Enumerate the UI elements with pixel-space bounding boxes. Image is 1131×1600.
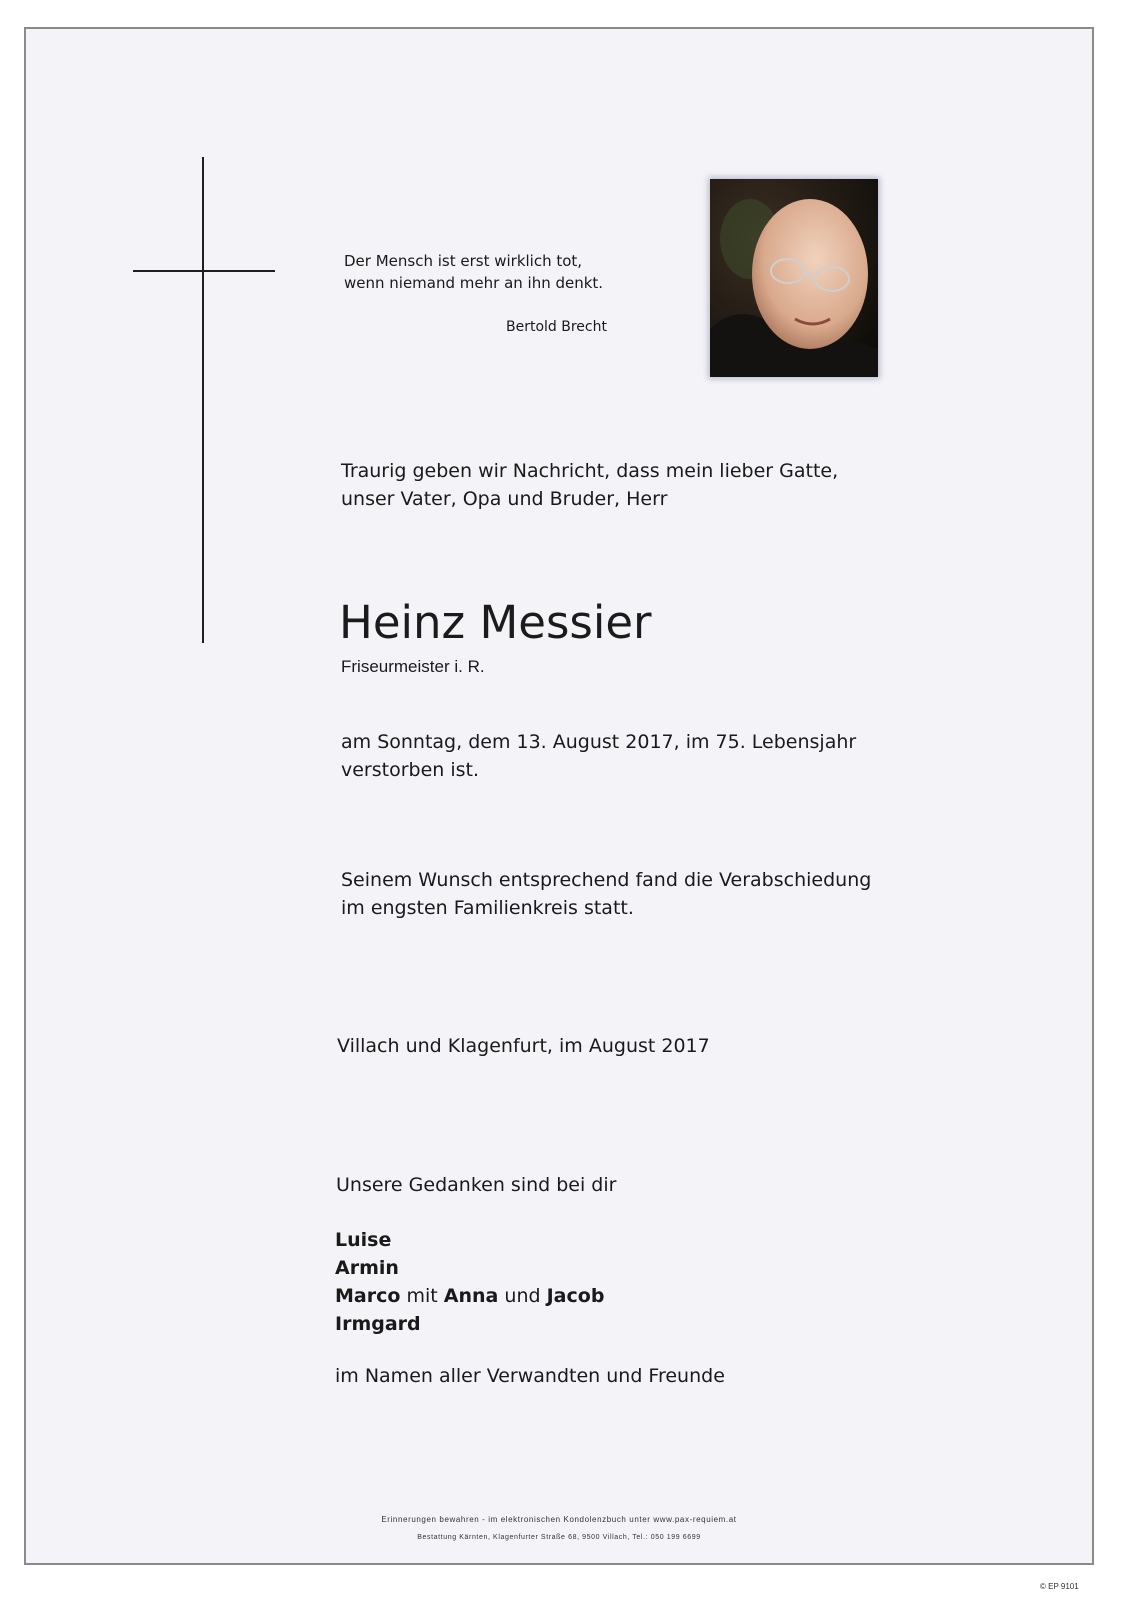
quote xyxy=(344,250,654,294)
footer-line-1: Erinnerungen bewahren - im elektronischen Kondolenzbuch unter www.pax-requiem.at xyxy=(381,1515,737,1524)
announcement-line-2: unser Vater, Opa und Bruder, Herr xyxy=(341,488,668,510)
announcement xyxy=(341,457,861,513)
announcement-line-1: Traurig geben wir Nachricht, dass mein lieber Gatte, xyxy=(341,460,839,482)
farewell-line-1: Seinem Wunsch entsprechend fand die Verabschiedung xyxy=(341,869,872,891)
farewell-line-2: im engsten Familienkreis statt. xyxy=(341,897,634,919)
cross-icon-vertical xyxy=(202,157,204,643)
family-member-irmgard xyxy=(335,1310,604,1338)
name-luise: Luise xyxy=(335,1229,392,1251)
name-jacob: Jacob xyxy=(546,1285,605,1307)
quote-line-1: Der Mensch ist erst wirklich tot, xyxy=(344,252,583,270)
cross-icon-horizontal xyxy=(133,270,275,272)
quote-line-2: wenn niemand mehr an ihn denkt. xyxy=(344,274,604,292)
family-member-marco xyxy=(335,1282,604,1310)
footer-line-2: Bestattung Kärnten, Klagenfurter Straße 68, 9500 Villach, Tel.: 050 199 6699 xyxy=(417,1534,701,1541)
name-irmgard: Irmgard xyxy=(335,1313,421,1335)
place-date: Villach und Klagenfurt, im August 2017 xyxy=(337,1035,710,1057)
name-marco: Marco xyxy=(335,1285,401,1307)
thoughts-line: Unsere Gedanken sind bei dir xyxy=(336,1174,617,1196)
family-member-luise xyxy=(335,1226,604,1254)
family-list xyxy=(335,1226,604,1338)
death-line-1: am Sonntag, dem 13. August 2017, im 75. Lebensjahr xyxy=(341,731,857,753)
quote-author: Bertold Brecht xyxy=(506,319,607,335)
family-member-armin xyxy=(335,1254,604,1282)
name-armin: Armin xyxy=(335,1257,399,1279)
word-mit: mit xyxy=(406,1285,438,1307)
word-und: und xyxy=(504,1285,541,1307)
death-notice xyxy=(341,728,881,784)
name-anna: Anna xyxy=(443,1285,499,1307)
form-code: © EP 9101 xyxy=(1040,1582,1079,1591)
portrait-photo xyxy=(710,179,878,377)
deceased-name: Heinz Messier xyxy=(339,596,652,649)
closing-line: im Namen aller Verwandten und Freunde xyxy=(335,1365,725,1387)
death-line-2: verstorben ist. xyxy=(341,759,480,781)
deceased-occupation: Friseurmeister i. R. xyxy=(341,657,485,676)
farewell-notice xyxy=(341,866,881,922)
